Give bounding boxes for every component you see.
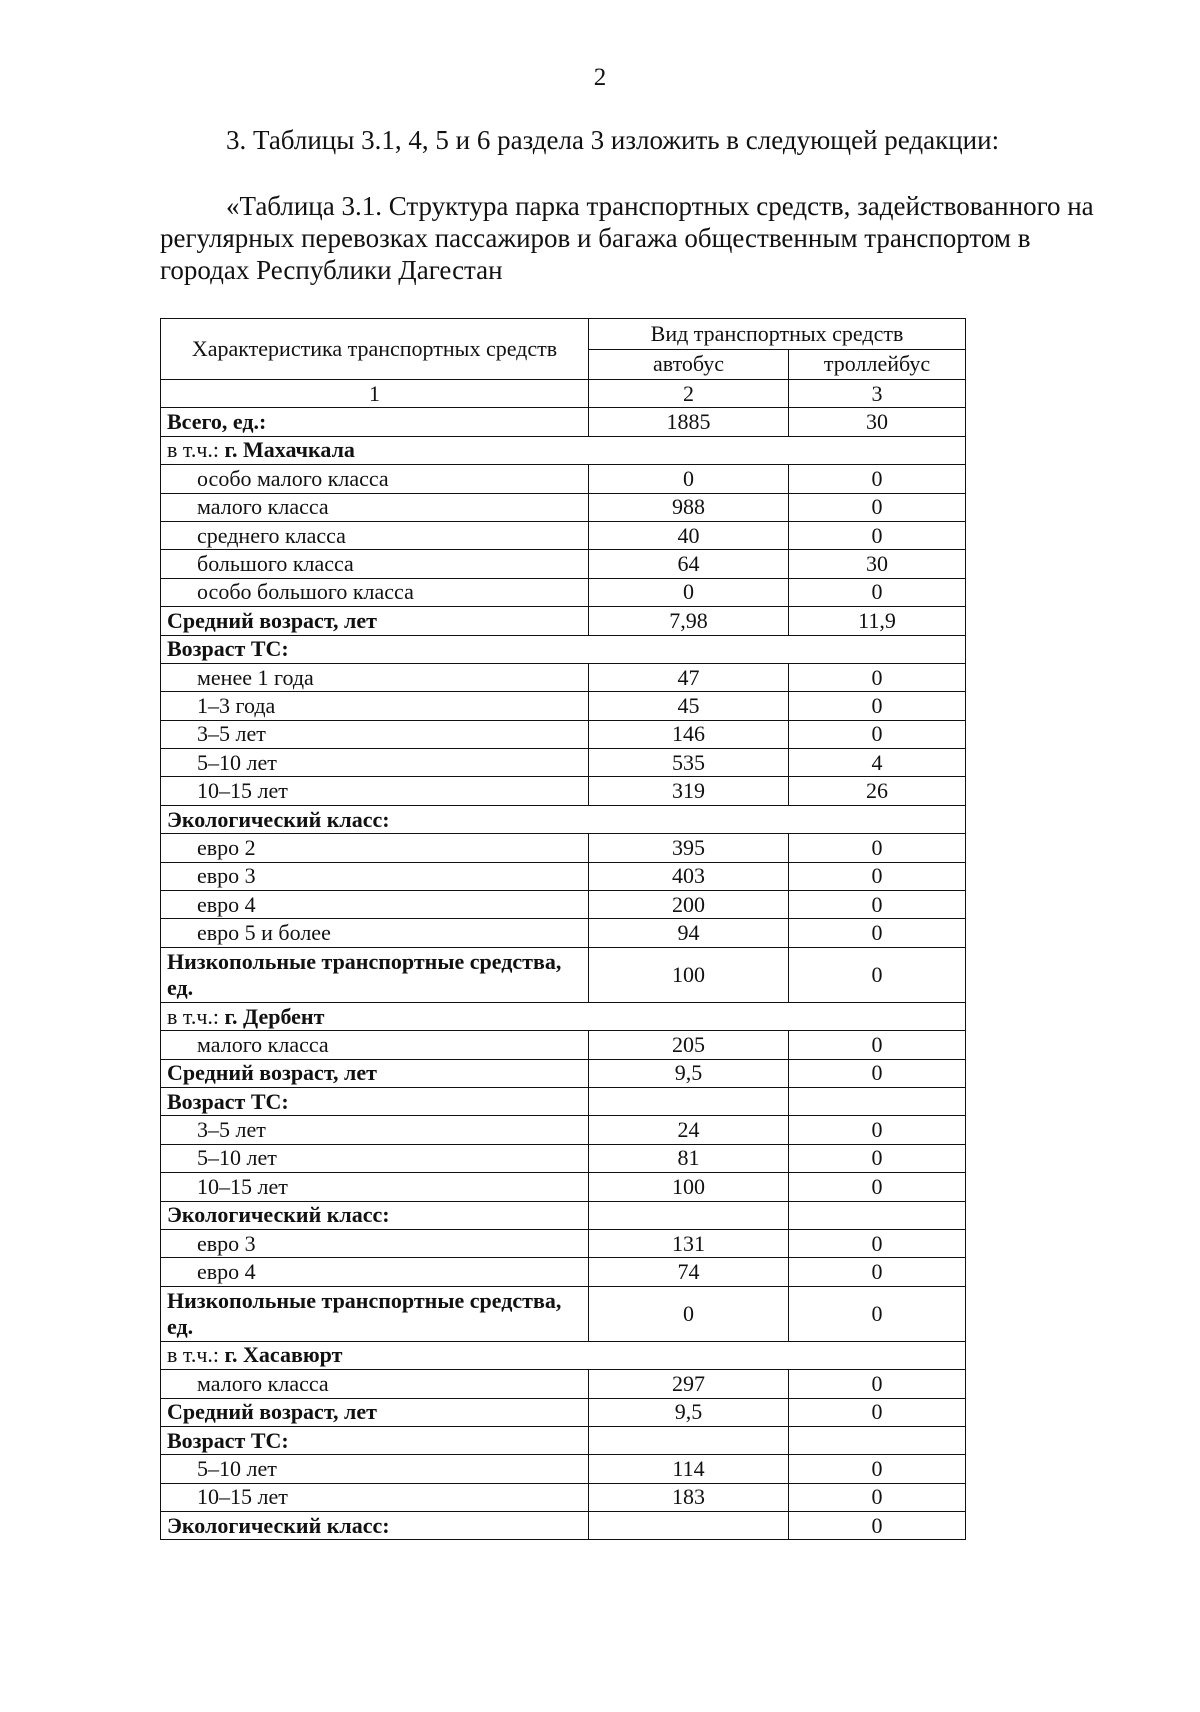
age-heading-row	[161, 635, 966, 663]
trolleybus-value: 30	[789, 550, 966, 578]
row-label: евро 5 и более	[161, 919, 589, 947]
age-heading-row	[161, 1087, 966, 1115]
column-number-3: 3	[789, 380, 966, 408]
row-label: большого класса	[161, 550, 589, 578]
trolleybus-value: 0	[789, 692, 966, 720]
age-row	[161, 1144, 966, 1172]
column-number-1: 1	[161, 380, 589, 408]
row-label: малого класса	[161, 1370, 589, 1398]
bus-value: 100	[589, 1173, 789, 1201]
age-row	[161, 663, 966, 691]
trolleybus-value: 0	[789, 1116, 966, 1144]
row-label: малого класса	[161, 1031, 589, 1059]
bus-value	[589, 1426, 789, 1454]
class-row	[161, 1370, 966, 1398]
header-row	[161, 319, 966, 350]
row-label: 3–5 лет	[161, 1116, 589, 1144]
trolleybus-value: 0	[789, 1229, 966, 1257]
eco-row	[161, 1258, 966, 1286]
average-age-row	[161, 607, 966, 635]
low-floor-row	[161, 947, 966, 1002]
row-label: евро 4	[161, 891, 589, 919]
average-age-row	[161, 1059, 966, 1087]
trolleybus-value	[789, 1201, 966, 1229]
trolleybus-value	[789, 1426, 966, 1454]
city-name: г. Хасавюрт	[224, 1342, 343, 1368]
city-row	[161, 1341, 966, 1369]
city-row	[161, 436, 966, 464]
age-row	[161, 749, 966, 777]
section-heading: Возраст ТС:	[161, 1426, 589, 1454]
trolleybus-value: 0	[789, 465, 966, 493]
city-heading	[161, 1002, 966, 1030]
age-heading-row	[161, 1426, 966, 1454]
city-heading	[161, 1341, 966, 1369]
row-label: 10–15 лет	[161, 1483, 589, 1511]
bus-value	[589, 1201, 789, 1229]
city-name: г. Махачкала	[224, 437, 355, 463]
age-row	[161, 1116, 966, 1144]
trolleybus-value: 0	[789, 663, 966, 691]
bus-value: 9,5	[589, 1059, 789, 1087]
trolleybus-value	[789, 1087, 966, 1115]
bus-value: 183	[589, 1483, 789, 1511]
eco-row	[161, 919, 966, 947]
section-heading: Экологический класс:	[161, 1512, 589, 1540]
row-label: Средний возраст, лет	[161, 1398, 589, 1426]
bus-value: 146	[589, 720, 789, 748]
bus-value: 40	[589, 521, 789, 549]
eco-row	[161, 891, 966, 919]
row-label: менее 1 года	[161, 663, 589, 691]
class-row	[161, 550, 966, 578]
bus-value: 988	[589, 493, 789, 521]
row-label: 3–5 лет	[161, 720, 589, 748]
eco-heading-row	[161, 1201, 966, 1229]
class-row	[161, 521, 966, 549]
class-row	[161, 465, 966, 493]
trolleybus-value: 0	[789, 578, 966, 606]
trolleybus-value: 0	[789, 1286, 966, 1341]
total-trolleybus: 30	[789, 408, 966, 436]
bus-value: 0	[589, 465, 789, 493]
trolleybus-value: 0	[789, 1258, 966, 1286]
header-characteristic: Характеристика транспортных средств	[161, 319, 589, 380]
section-heading: Экологический класс:	[161, 1201, 589, 1229]
trolleybus-value: 0	[789, 493, 966, 521]
bus-value: 47	[589, 663, 789, 691]
eco-row	[161, 862, 966, 890]
row-label: Средний возраст, лет	[161, 607, 589, 635]
row-label: 5–10 лет	[161, 1144, 589, 1172]
bus-value	[589, 1087, 789, 1115]
bus-value: 535	[589, 749, 789, 777]
bus-value: 131	[589, 1229, 789, 1257]
bus-value: 0	[589, 578, 789, 606]
age-row	[161, 777, 966, 805]
bus-value: 200	[589, 891, 789, 919]
bus-value: 45	[589, 692, 789, 720]
bus-value: 205	[589, 1031, 789, 1059]
age-row	[161, 1455, 966, 1483]
trolleybus-value: 0	[789, 891, 966, 919]
class-row	[161, 1031, 966, 1059]
row-label: Средний возраст, лет	[161, 1059, 589, 1087]
city-prefix: в т.ч.:	[167, 1003, 225, 1029]
bus-value: 24	[589, 1116, 789, 1144]
header-bus: автобус	[589, 349, 789, 380]
fleet-structure-table	[160, 318, 966, 1540]
bus-value: 94	[589, 919, 789, 947]
trolleybus-value: 0	[789, 947, 966, 1002]
trolleybus-value: 0	[789, 1512, 966, 1540]
row-label: Низкопольные транспортные средства, ед.	[161, 1286, 589, 1341]
trolleybus-value: 0	[789, 862, 966, 890]
bus-value: 297	[589, 1370, 789, 1398]
city-prefix: в т.ч.:	[167, 437, 225, 463]
trolleybus-value: 0	[789, 1483, 966, 1511]
section-heading: Возраст ТС:	[161, 1087, 589, 1115]
bus-value: 403	[589, 862, 789, 890]
total-row	[161, 408, 966, 436]
row-label: 5–10 лет	[161, 1455, 589, 1483]
eco-row	[161, 1229, 966, 1257]
section-heading: Экологический класс:	[161, 805, 966, 833]
bus-value: 319	[589, 777, 789, 805]
row-label: 5–10 лет	[161, 749, 589, 777]
total-bus: 1885	[589, 408, 789, 436]
city-heading	[161, 436, 966, 464]
bus-value: 64	[589, 550, 789, 578]
header-trolleybus: троллейбус	[789, 349, 966, 380]
trolleybus-value: 0	[789, 1370, 966, 1398]
bus-value: 100	[589, 947, 789, 1002]
table-caption	[160, 190, 1120, 286]
trolleybus-value: 4	[789, 749, 966, 777]
bus-value: 74	[589, 1258, 789, 1286]
amendment-paragraph: 3. Таблицы 3.1, 4, 5 и 6 раздела 3 изложить в следующей редакции:	[226, 125, 1000, 155]
total-label: Всего, ед.:	[161, 408, 589, 436]
row-label: 10–15 лет	[161, 1173, 589, 1201]
section-heading: Возраст ТС:	[161, 635, 966, 663]
row-label: евро 2	[161, 834, 589, 862]
age-row	[161, 720, 966, 748]
city-name: г. Дербент	[224, 1003, 325, 1029]
trolleybus-value: 0	[789, 1059, 966, 1087]
bus-value: 9,5	[589, 1398, 789, 1426]
eco-heading-row	[161, 1512, 966, 1540]
trolleybus-value: 0	[789, 1031, 966, 1059]
trolleybus-value: 0	[789, 834, 966, 862]
city-prefix: в т.ч.:	[167, 1342, 225, 1368]
trolleybus-value: 11,9	[789, 607, 966, 635]
row-label: евро 3	[161, 1229, 589, 1257]
trolleybus-value: 0	[789, 521, 966, 549]
page-number: 2	[593, 64, 607, 91]
class-row	[161, 493, 966, 521]
trolleybus-value: 0	[789, 1398, 966, 1426]
trolleybus-value: 0	[789, 720, 966, 748]
row-label: особо большого класса	[161, 578, 589, 606]
eco-heading-row	[161, 805, 966, 833]
average-age-row	[161, 1398, 966, 1426]
row-label: Низкопольные транспортные средства, ед.	[161, 947, 589, 1002]
row-label: евро 4	[161, 1258, 589, 1286]
class-row	[161, 578, 966, 606]
city-row	[161, 1002, 966, 1030]
age-row	[161, 692, 966, 720]
age-row	[161, 1173, 966, 1201]
trolleybus-value: 0	[789, 1173, 966, 1201]
column-number-2: 2	[589, 380, 789, 408]
bus-value: 0	[589, 1286, 789, 1341]
trolleybus-value: 0	[789, 919, 966, 947]
bus-value: 81	[589, 1144, 789, 1172]
row-label: особо малого класса	[161, 465, 589, 493]
row-label: 1–3 года	[161, 692, 589, 720]
low-floor-row	[161, 1286, 966, 1341]
eco-row	[161, 834, 966, 862]
bus-value: 395	[589, 834, 789, 862]
trolleybus-value: 0	[789, 1455, 966, 1483]
table-caption-text: «Таблица 3.1. Структура парка транспортных средств, задействованного на регулярных перевозках пассажиров и багажа общественным транспортом в городах Республики Дагестан	[160, 191, 1094, 285]
row-label: 10–15 лет	[161, 777, 589, 805]
bus-value: 7,98	[589, 607, 789, 635]
row-label: среднего класса	[161, 521, 589, 549]
bus-value: 114	[589, 1455, 789, 1483]
trolleybus-value: 0	[789, 1144, 966, 1172]
row-label: евро 3	[161, 862, 589, 890]
column-number-row	[161, 380, 966, 408]
header-vehicle-type: Вид транспортных средств	[589, 319, 966, 350]
age-row	[161, 1483, 966, 1511]
row-label: малого класса	[161, 493, 589, 521]
trolleybus-value: 26	[789, 777, 966, 805]
bus-value	[589, 1512, 789, 1540]
